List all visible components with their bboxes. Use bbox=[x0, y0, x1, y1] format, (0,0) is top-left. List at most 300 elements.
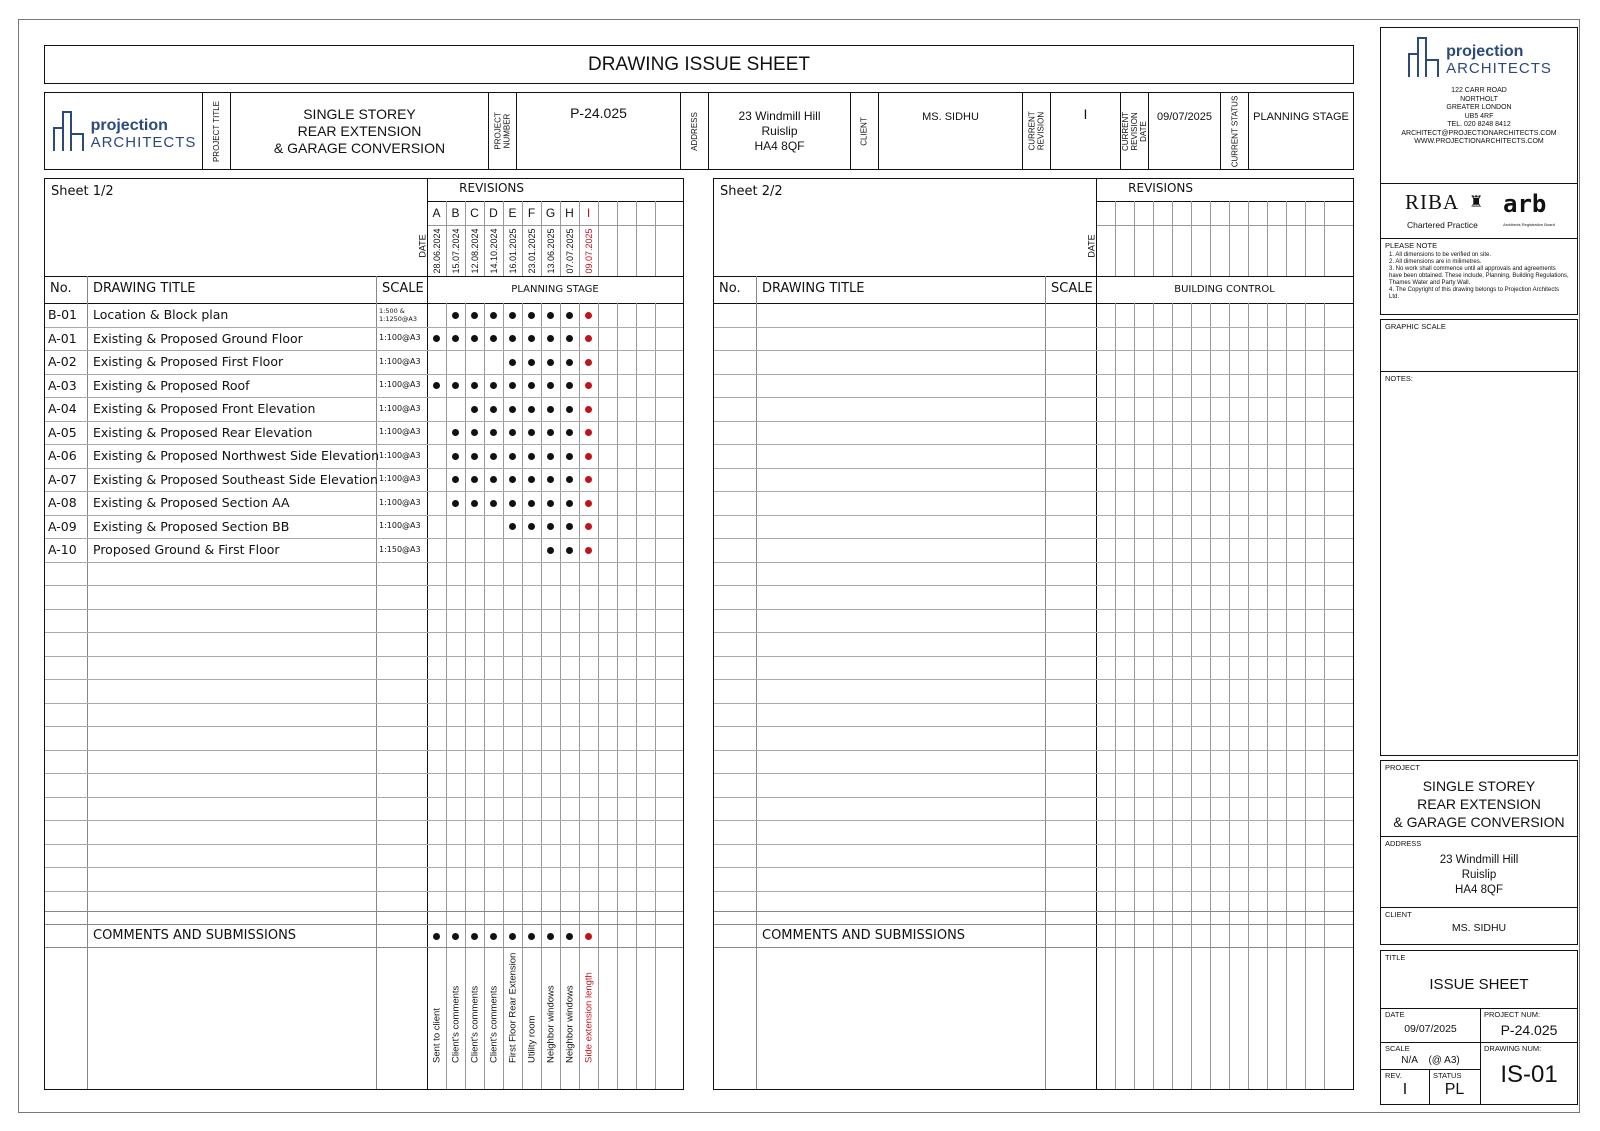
please-note-label: PLEASE NOTE bbox=[1385, 241, 1438, 250]
row-line bbox=[45, 703, 683, 704]
comment-text bbox=[446, 953, 465, 1063]
issue-dot bbox=[490, 406, 497, 413]
drawing-scale: 1:500 & 1:1250@A3 bbox=[379, 306, 417, 323]
revisions-label: REVISIONS bbox=[1128, 181, 1194, 195]
rev-letter: G bbox=[545, 206, 556, 220]
rev-date-text: 28.06.2024 bbox=[431, 228, 442, 274]
sheet-2 bbox=[713, 178, 1354, 1090]
issue-dot bbox=[509, 406, 516, 413]
body-bottom-line bbox=[714, 911, 1353, 912]
sidebar-logo-text-2: ARCHITECTS bbox=[1446, 60, 1552, 77]
drawing-number: A-06 bbox=[48, 448, 77, 464]
drawing-title: Existing & Proposed Section AA bbox=[93, 495, 290, 511]
row-line bbox=[714, 632, 1353, 633]
rev-date bbox=[541, 226, 560, 276]
current-status: PLANNING STAGE bbox=[1253, 111, 1349, 123]
issue-dot bbox=[471, 500, 478, 507]
issue-dot bbox=[547, 312, 554, 319]
issue-dot bbox=[585, 500, 592, 507]
issue-dot bbox=[528, 359, 535, 366]
row-line bbox=[714, 444, 1353, 445]
issue-dot bbox=[547, 547, 554, 554]
comment-text-label: Client's comments bbox=[450, 985, 461, 1063]
rev-col-line bbox=[1248, 201, 1249, 276]
issue-dot bbox=[509, 429, 516, 436]
sidebar-logo-box bbox=[1380, 27, 1578, 184]
rev-col-line bbox=[1286, 201, 1287, 276]
issue-dot bbox=[490, 500, 497, 507]
rev-letter: H bbox=[565, 206, 574, 220]
drawing-scale: 1:100@A3 bbox=[379, 450, 421, 460]
row-line bbox=[45, 844, 683, 845]
stage-label: PLANNING STAGE bbox=[511, 284, 599, 295]
issue-dot bbox=[585, 359, 592, 366]
body-bottom-line bbox=[45, 911, 683, 912]
project-title: SINGLE STOREY REAR EXTENSION & GARAGE CONVERSION bbox=[231, 93, 489, 169]
rev-date-text: 15.07.2024 bbox=[450, 228, 461, 274]
issue-dot bbox=[433, 382, 440, 389]
date-label: DATE bbox=[1086, 234, 1097, 258]
date-label: DATE bbox=[1385, 1010, 1405, 1019]
comment-dot bbox=[452, 933, 459, 940]
issue-dot bbox=[547, 335, 554, 342]
rev-date-text: 13.06.2025 bbox=[545, 228, 556, 274]
drawing-number: A-08 bbox=[48, 495, 77, 511]
rev-letter: C bbox=[470, 206, 479, 220]
col-scale-header: SCALE bbox=[382, 281, 424, 296]
issue-dot bbox=[528, 312, 535, 319]
issue-dot bbox=[509, 476, 516, 483]
drawing-title: Existing & Proposed Front Elevation bbox=[93, 401, 316, 417]
page-title: DRAWING ISSUE SHEET bbox=[44, 45, 1354, 84]
riba-subtitle: Chartered Practice bbox=[1407, 220, 1478, 230]
graphic-scale-box bbox=[1380, 319, 1578, 372]
issue-dot bbox=[528, 335, 535, 342]
issue-dot bbox=[471, 382, 478, 389]
row-line bbox=[714, 820, 1353, 821]
col-scale-header: SCALE bbox=[1051, 281, 1093, 296]
sidebar-status: PL bbox=[1444, 1081, 1465, 1098]
issue-dot bbox=[547, 429, 554, 436]
row-line bbox=[45, 632, 683, 633]
rev-date bbox=[427, 226, 446, 276]
issue-dot bbox=[566, 335, 573, 342]
issue-dot bbox=[547, 500, 554, 507]
issue-dot bbox=[547, 476, 554, 483]
project-box bbox=[1380, 760, 1578, 837]
rev-date-text: 12.08.2024 bbox=[469, 228, 480, 274]
logo-text-2: ARCHITECTS bbox=[90, 134, 197, 151]
please-note-box bbox=[1380, 238, 1578, 315]
title-label: TITLE bbox=[1385, 953, 1406, 962]
issue-dot bbox=[585, 382, 592, 389]
issue-dot bbox=[528, 429, 535, 436]
issue-dot bbox=[452, 382, 459, 389]
drawing-num: IS-01 bbox=[1500, 1061, 1558, 1088]
sidebar-scale: N/A (@ A3) bbox=[1401, 1055, 1460, 1066]
issue-dot bbox=[509, 335, 516, 342]
issue-dot bbox=[452, 429, 459, 436]
rev-date-text: 09.07.2025 bbox=[583, 228, 594, 274]
status-label: STATUS bbox=[1433, 1071, 1462, 1080]
sidebar-project-num: P-24.025 bbox=[1500, 1022, 1558, 1038]
revisions-label: REVISIONS bbox=[459, 181, 525, 195]
row-line bbox=[714, 421, 1353, 422]
drawing-number: A-04 bbox=[48, 401, 77, 417]
notes-label: NOTES: bbox=[1385, 374, 1413, 383]
issue-dot bbox=[471, 453, 478, 460]
title-box bbox=[1380, 950, 1578, 1105]
comment-dot bbox=[547, 933, 554, 940]
rev-col-line bbox=[1305, 201, 1306, 276]
drawing-number: B-01 bbox=[48, 307, 77, 323]
comment-dot bbox=[490, 933, 497, 940]
comments-header-line bbox=[714, 947, 1353, 948]
row-line bbox=[714, 585, 1353, 586]
drawing-title: Proposed Ground & First Floor bbox=[93, 542, 280, 558]
issue-dot bbox=[566, 312, 573, 319]
rev-letter: D bbox=[489, 206, 498, 220]
sidebar-address-label: ADDRESS bbox=[1385, 839, 1422, 848]
comments-top-line bbox=[45, 924, 683, 925]
rev-date bbox=[522, 226, 541, 276]
drawing-number: A-01 bbox=[48, 330, 77, 346]
comment-text-label: Side extension length bbox=[583, 972, 594, 1063]
comment-dot bbox=[566, 933, 573, 940]
rev-col-line bbox=[1134, 201, 1135, 276]
drawing-title: Location & Block plan bbox=[93, 307, 229, 323]
row-line bbox=[714, 327, 1353, 328]
rev-col-line bbox=[1191, 201, 1192, 276]
issue-dot bbox=[452, 312, 459, 319]
drawing-scale: 1:100@A3 bbox=[379, 403, 421, 413]
drawing-num-label: DRAWING NUM: bbox=[1484, 1044, 1542, 1053]
issue-dot bbox=[566, 547, 573, 554]
comment-dot bbox=[509, 933, 516, 940]
arb-subtitle: Architects Registration Board bbox=[1503, 222, 1555, 227]
row-line bbox=[714, 797, 1353, 798]
header-strip bbox=[44, 92, 1354, 170]
drawing-title: Existing & Proposed Rear Elevation bbox=[93, 424, 313, 440]
rev-date-text: 23.01.2025 bbox=[526, 228, 537, 274]
comment-text-label: First Floor Rear Extension bbox=[507, 952, 518, 1063]
issue-dot bbox=[471, 429, 478, 436]
row-line bbox=[45, 773, 683, 774]
issue-dot bbox=[509, 500, 516, 507]
comment-dot bbox=[433, 933, 440, 940]
row-line bbox=[45, 679, 683, 680]
sidebar-address: 23 Windmill Hill Ruislip HA4 8QF bbox=[1439, 854, 1519, 896]
issue-dot bbox=[528, 406, 535, 413]
rev-date bbox=[560, 226, 579, 276]
rev-date bbox=[484, 226, 503, 276]
row-line bbox=[714, 656, 1353, 657]
issue-dot bbox=[471, 476, 478, 483]
rev-col-line bbox=[617, 201, 618, 276]
graphic-scale-label: GRAPHIC SCALE bbox=[1385, 322, 1446, 331]
project-num-label: PROJECT NUM: bbox=[1484, 1010, 1541, 1019]
date-label: DATE bbox=[417, 234, 428, 258]
drawing-scale: 1:100@A3 bbox=[379, 427, 421, 437]
rev-col-line bbox=[1153, 201, 1154, 276]
row-line bbox=[714, 609, 1353, 610]
drawing-scale: 1:100@A3 bbox=[379, 474, 421, 484]
current-revision: I bbox=[1051, 93, 1121, 169]
issue-dot bbox=[509, 359, 516, 366]
client-label: CLIENT bbox=[860, 116, 870, 146]
row-line bbox=[45, 656, 683, 657]
issue-dot bbox=[509, 523, 516, 530]
sidebar-logo-text-1: projection bbox=[1446, 43, 1524, 60]
issue-dot bbox=[585, 406, 592, 413]
issue-dot bbox=[528, 523, 535, 530]
row-line bbox=[714, 891, 1353, 892]
issue-dot bbox=[452, 500, 459, 507]
comment-dot bbox=[471, 933, 478, 940]
sheet-1 bbox=[44, 178, 684, 1090]
rev-letter: F bbox=[527, 206, 536, 220]
issue-dot bbox=[433, 335, 440, 342]
drawing-number: A-03 bbox=[48, 377, 77, 393]
issue-dot bbox=[566, 406, 573, 413]
header-bottom-line bbox=[714, 276, 1353, 277]
issue-dot bbox=[547, 523, 554, 530]
issue-dot bbox=[528, 500, 535, 507]
issue-dot bbox=[452, 476, 459, 483]
row-line bbox=[714, 844, 1353, 845]
comments-header-line bbox=[45, 947, 683, 948]
project-number: P-24.025 bbox=[517, 93, 681, 169]
drawing-number: A-02 bbox=[48, 354, 77, 370]
comment-text bbox=[427, 953, 446, 1063]
comment-text-label: Utility room bbox=[526, 1015, 537, 1063]
row-line bbox=[45, 609, 683, 610]
drawing-scale: 1:100@A3 bbox=[379, 356, 421, 366]
issue-dot bbox=[566, 382, 573, 389]
rev-letter: E bbox=[508, 206, 517, 220]
row-line bbox=[714, 491, 1353, 492]
issue-dot bbox=[509, 312, 516, 319]
issue-dot bbox=[585, 453, 592, 460]
row-line bbox=[714, 726, 1353, 727]
drawing-title: Existing & Proposed Southeast Side Elevation bbox=[93, 471, 378, 487]
sheet-name: Sheet 2/2 bbox=[720, 184, 783, 199]
row-line bbox=[714, 397, 1353, 398]
stage-label: BUILDING CONTROL bbox=[1174, 284, 1275, 295]
comment-text bbox=[579, 953, 598, 1063]
row-line bbox=[714, 773, 1353, 774]
row-line bbox=[45, 726, 683, 727]
client-box bbox=[1380, 907, 1578, 945]
riba-crest-icon: ♜ bbox=[1469, 194, 1484, 211]
rev-date bbox=[465, 226, 484, 276]
rev-letter: A bbox=[432, 206, 441, 220]
drawing-scale: 1:150@A3 bbox=[379, 544, 421, 554]
comment-text bbox=[503, 953, 522, 1063]
issue-dot bbox=[585, 429, 592, 436]
sidebar-date: 09/07/2025 bbox=[1404, 1023, 1457, 1035]
header-client: MS. SIDHU bbox=[879, 93, 1023, 169]
comment-text-label: Client's comments bbox=[488, 985, 499, 1063]
issue-dot bbox=[566, 453, 573, 460]
header-address: 23 Windmill Hill Ruislip HA4 8QF bbox=[709, 93, 851, 169]
rev-col-line bbox=[655, 201, 656, 276]
issue-dot bbox=[471, 312, 478, 319]
row-line bbox=[45, 820, 683, 821]
logo-text-1: projection bbox=[90, 117, 168, 134]
sidebar-client-label: CLIENT bbox=[1385, 910, 1412, 919]
issue-dot bbox=[509, 453, 516, 460]
drawing-title: Existing & Proposed Section BB bbox=[93, 518, 290, 534]
comment-text bbox=[541, 953, 560, 1063]
issue-dot bbox=[471, 335, 478, 342]
sidebar-rev: I bbox=[1402, 1081, 1408, 1098]
issue-dot bbox=[547, 359, 554, 366]
notes-box bbox=[1380, 371, 1578, 756]
issue-dot bbox=[452, 335, 459, 342]
comment-text bbox=[560, 953, 579, 1063]
comment-text bbox=[465, 953, 484, 1063]
col-header-bottom-line bbox=[714, 303, 1353, 304]
issue-dot bbox=[585, 312, 592, 319]
header-bottom-line bbox=[45, 276, 683, 277]
sidebar-logo-icon bbox=[1406, 37, 1442, 77]
comment-text-label: Client's comments bbox=[469, 985, 480, 1063]
row-line bbox=[714, 867, 1353, 868]
row-line bbox=[714, 350, 1353, 351]
accreditations bbox=[1380, 183, 1578, 239]
drawing-title: Existing & Proposed First Floor bbox=[93, 354, 284, 370]
rev-letter: B bbox=[451, 206, 460, 220]
rev-col-line bbox=[1267, 201, 1268, 276]
current-revision-label: CURRENT REVISION bbox=[1027, 111, 1046, 151]
rev-col-line bbox=[1210, 201, 1211, 276]
issue-dot bbox=[547, 453, 554, 460]
row-line bbox=[714, 562, 1353, 563]
issue-dot bbox=[528, 476, 535, 483]
rev-col-line bbox=[1229, 201, 1230, 276]
project-number-label: PROJECT NUMBER bbox=[493, 112, 512, 150]
drawing-title: Existing & Proposed Northwest Side Elevation bbox=[93, 448, 380, 464]
comment-text-label: Neighbor windows bbox=[564, 985, 575, 1063]
row-line bbox=[714, 703, 1353, 704]
col-no-header: No. bbox=[50, 281, 72, 296]
issue-dot bbox=[585, 335, 592, 342]
comments-top-line bbox=[714, 924, 1353, 925]
rev-date-text: 07.07.2025 bbox=[564, 228, 575, 274]
drawing-scale: 1:100@A3 bbox=[379, 333, 421, 343]
rev-col-line bbox=[1172, 201, 1173, 276]
sidebar-project: SINGLE STOREY REAR EXTENSION & GARAGE CONVERSION bbox=[1393, 778, 1565, 830]
issue-dot bbox=[566, 359, 573, 366]
col-title-header: DRAWING TITLE bbox=[93, 281, 196, 296]
row-line bbox=[714, 538, 1353, 539]
rev-letter: I bbox=[586, 206, 591, 220]
rev-col-line bbox=[1115, 201, 1116, 276]
issue-dot bbox=[490, 312, 497, 319]
sheet-title: ISSUE SHEET bbox=[1429, 976, 1529, 993]
row-line bbox=[45, 750, 683, 751]
issue-dot bbox=[490, 476, 497, 483]
issue-dot bbox=[547, 382, 554, 389]
current-revision-date: 09/07/2025 bbox=[1149, 93, 1221, 169]
issue-dot bbox=[547, 406, 554, 413]
rev-date bbox=[446, 226, 465, 276]
issue-dot bbox=[490, 429, 497, 436]
project-label: PROJECT bbox=[1385, 763, 1421, 772]
arb-logo: arb bbox=[1503, 190, 1547, 218]
rev-col-line bbox=[598, 201, 599, 276]
scale-label: SCALE bbox=[1385, 1044, 1410, 1053]
comments-label: COMMENTS AND SUBMISSIONS bbox=[93, 928, 297, 943]
row-line bbox=[714, 468, 1353, 469]
issue-dot bbox=[490, 453, 497, 460]
address-label: ADDRESS bbox=[690, 111, 699, 151]
current-status-label: CURRENT STATUS bbox=[1230, 95, 1239, 167]
rev-col-line bbox=[636, 201, 637, 276]
row-line bbox=[45, 562, 683, 563]
issue-dot bbox=[471, 406, 478, 413]
row-line bbox=[45, 585, 683, 586]
drawing-scale: 1:100@A3 bbox=[379, 497, 421, 507]
issue-dot bbox=[490, 335, 497, 342]
comment-dot bbox=[585, 933, 592, 940]
rev-date-text: 14.10.2024 bbox=[488, 228, 499, 274]
sidebar-client: MS. SIDHU bbox=[1451, 922, 1507, 934]
comment-text bbox=[522, 953, 541, 1063]
practice-contact: 122 CARR ROAD NORTHOLT GREATER LONDON UB5 4RF TEL. 020 8248 8412 ARCHITECT@PROJECTIONARCHITECTS.COM WWW.PROJECTIONARCHITECTS.COM bbox=[1401, 87, 1557, 145]
drawing-scale: 1:100@A3 bbox=[379, 380, 421, 390]
issue-dot bbox=[566, 476, 573, 483]
row-line bbox=[714, 374, 1353, 375]
issue-dot bbox=[509, 382, 516, 389]
issue-dot bbox=[528, 453, 535, 460]
drawing-title: Existing & Proposed Roof bbox=[93, 377, 250, 393]
drawing-number: A-09 bbox=[48, 518, 77, 534]
issue-dot bbox=[566, 523, 573, 530]
row-line bbox=[714, 679, 1353, 680]
please-note-text: 1. All dimensions to be verified on site. 2. All dimensions are in milimetres. 3. No work shall commence until all approvals and agreements have been obtained. These include, Planning, Building Regulations, Thames Water and Party Wall. 4. The Copyright of this drawing belongs to Projection Architects Ltd. bbox=[1389, 252, 1569, 300]
issue-dot bbox=[490, 382, 497, 389]
issue-dot bbox=[452, 453, 459, 460]
issue-dot bbox=[566, 429, 573, 436]
issue-dot bbox=[585, 476, 592, 483]
address-box bbox=[1380, 836, 1578, 908]
drawing-number: A-05 bbox=[48, 424, 77, 440]
project-title-label: PROJECT TITLE bbox=[212, 100, 221, 162]
rev-date bbox=[503, 226, 522, 276]
drawing-scale: 1:100@A3 bbox=[379, 521, 421, 531]
drawing-title: Existing & Proposed Ground Floor bbox=[93, 330, 303, 346]
comment-dot bbox=[528, 933, 535, 940]
comment-text-label: Neighbor windows bbox=[545, 985, 556, 1063]
sheet-name: Sheet 1/2 bbox=[51, 184, 114, 199]
row-line bbox=[45, 891, 683, 892]
header-logo bbox=[45, 93, 203, 169]
rev-label: REV. bbox=[1385, 1071, 1402, 1080]
row-line bbox=[714, 515, 1353, 516]
rev-date bbox=[579, 226, 598, 276]
rev-region-left bbox=[1096, 179, 1097, 1089]
issue-dot bbox=[585, 547, 592, 554]
comment-text-label: Sent to client bbox=[431, 1008, 442, 1063]
logo-icon bbox=[51, 111, 87, 151]
current-revision-date-label: CURRENT REVISION DATE bbox=[1121, 111, 1148, 151]
col-title-header: DRAWING TITLE bbox=[762, 281, 865, 296]
drawing-number: A-07 bbox=[48, 471, 77, 487]
issue-dot bbox=[585, 523, 592, 530]
rev-date-text: 16.01.2025 bbox=[507, 228, 518, 274]
